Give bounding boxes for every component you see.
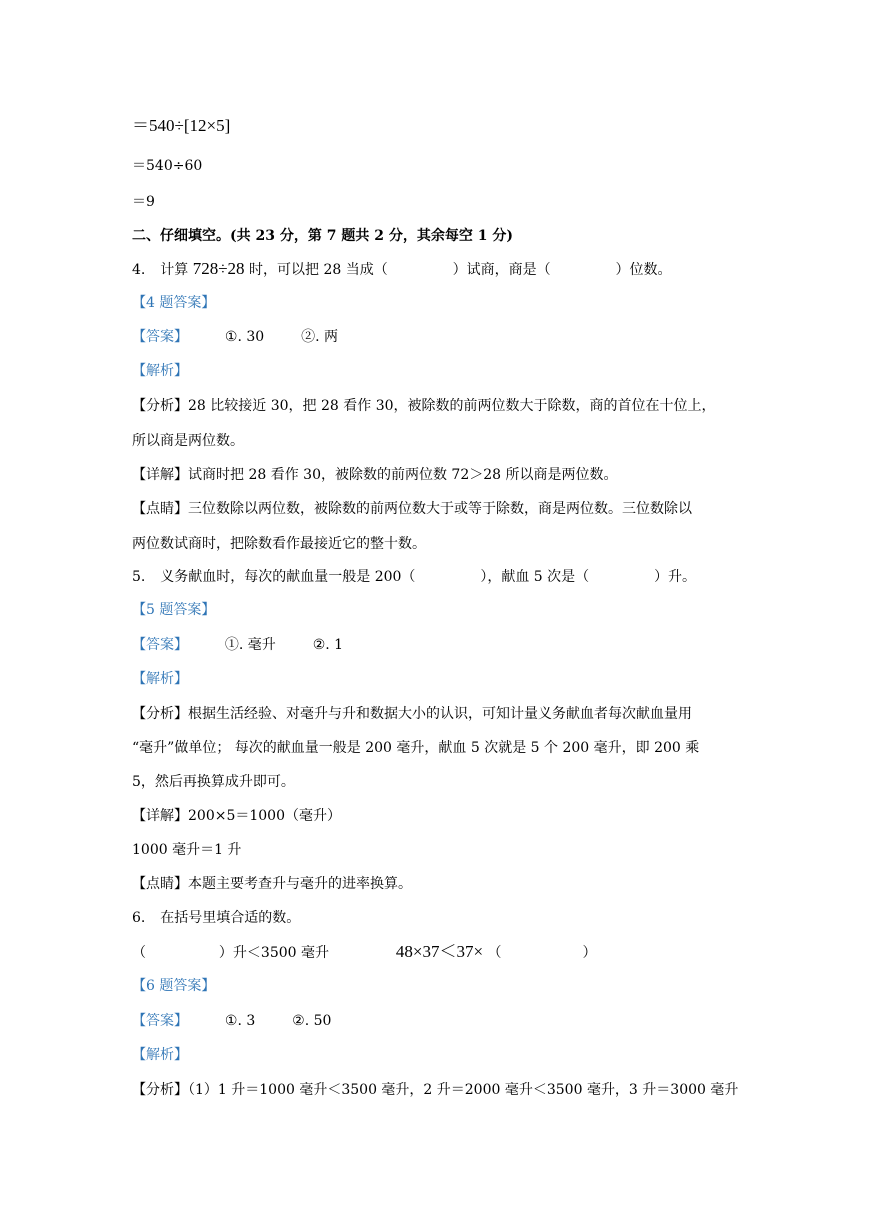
question-6	[132, 908, 300, 928]
detail-line	[132, 465, 618, 485]
analysis-title: 【解析】	[132, 671, 188, 687]
question-text: ）试商，商是（	[452, 262, 551, 278]
analysis-label: 【分析】	[132, 706, 188, 722]
analysis-text: 根据生活经验、对毫升与升和数据大小的认识，可知计量义务献血者每次献血量用	[188, 706, 692, 722]
answer-value: ②. 50	[292, 1013, 332, 1029]
answer-value: ②. 1	[312, 637, 344, 653]
analysis-text: “毫升”做单位； 每次的献血量一般是 200 毫升，献血 5 次就是 5 个 200 毫升，即 200 乘	[132, 740, 700, 756]
question-text: ），献血 5 次是（	[480, 569, 590, 585]
analysis-title: 【解析】	[132, 1047, 188, 1063]
detail-text: 试商时把 28 看作 30，被除数的前两位数 72＞28 所以商是两位数。	[188, 467, 618, 483]
question-number: 4.	[132, 262, 146, 278]
analysis-text: 5，然后再换算成升即可。	[132, 774, 295, 790]
calc-line-3: ＝9	[132, 194, 155, 210]
answer-title: 【6 题答案】	[132, 978, 216, 994]
question-text: ）升＜3500 毫升	[218, 945, 329, 961]
analysis-label: 【分析】	[132, 398, 188, 414]
question-5	[132, 567, 696, 587]
tip-line	[132, 874, 412, 894]
question-text: 计算	[160, 262, 189, 278]
tip-text: 本题主要考查升与毫升的进率换算。	[188, 876, 412, 892]
detail-line	[132, 806, 341, 826]
analysis-line	[132, 1080, 738, 1100]
answer-value: ①. 3	[224, 1013, 256, 1029]
tip-label: 【点睛】	[132, 501, 188, 517]
question-text: 义务献血时，每次的献血量一般是 200（	[160, 569, 416, 585]
tip-label: 【点睛】	[132, 876, 188, 892]
calc-line-1: ＝540÷[12×5]	[132, 116, 231, 135]
question-text: 时，可以把 28 当成（	[249, 262, 388, 278]
answer-title: 【5 题答案】	[132, 602, 216, 618]
analysis-label: 【分析】	[132, 1082, 188, 1098]
answer-line	[132, 327, 338, 347]
analysis-text: （1）1 升＝1000 毫升＜3500 毫升，2 升＝2000 毫升＜3500 毫升，3 升＝3000 毫升	[188, 1082, 739, 1098]
answer-value: ②. 两	[301, 329, 338, 345]
answer-label: 【答案】	[132, 637, 188, 653]
question-text: 在括号里填合适的数。	[160, 910, 301, 926]
answer-value: ①. 30	[224, 329, 265, 345]
blank-close: ）	[582, 945, 597, 961]
question-4	[132, 259, 672, 280]
detail-label: 【详解】	[132, 808, 188, 824]
analysis-text: 28 比较接近 30，把 28 看作 30，被除数的前两位数大于除数，商的首位在十位上，	[188, 398, 716, 414]
tip-text: 两位数试商时，把除数看作最接近它的整十数。	[132, 536, 426, 552]
question-number: 6.	[132, 910, 146, 926]
section-heading: 二、仔细填空。(共 23 分，第 7 题共 2 分，其余每空 1 分)	[132, 228, 513, 244]
answer-line	[132, 635, 343, 655]
analysis-line	[132, 704, 692, 724]
question-text: ）位数。	[615, 262, 672, 278]
analysis-line	[132, 396, 716, 416]
answer-title: 【4 题答案】	[132, 295, 216, 311]
question-expression: 48×37＜37×	[395, 942, 484, 961]
answer-value: ①. 毫升	[224, 637, 276, 653]
analysis-title: 【解析】	[132, 363, 188, 379]
detail-text: 1000 毫升＝1 升	[132, 842, 242, 858]
question-blanks-line	[132, 942, 596, 963]
answer-label: 【答案】	[132, 329, 188, 345]
blank-open: （	[487, 945, 502, 961]
analysis-text: 所以商是两位数。	[132, 433, 244, 449]
tip-line	[132, 499, 692, 519]
blank-open: （	[132, 945, 146, 961]
question-number: 5.	[132, 569, 146, 585]
detail-label: 【详解】	[132, 467, 188, 483]
answer-label: 【答案】	[132, 1013, 188, 1029]
answer-line	[132, 1011, 331, 1031]
detail-text: 200×5＝1000（毫升）	[188, 808, 341, 824]
calc-line-2: ＝540÷60	[132, 158, 203, 174]
tip-text: 三位数除以两位数，被除数的前两位数大于或等于除数，商是两位数。三位数除以	[188, 501, 692, 517]
question-expression: 728÷28	[192, 259, 245, 278]
question-text: ）升。	[654, 569, 697, 585]
